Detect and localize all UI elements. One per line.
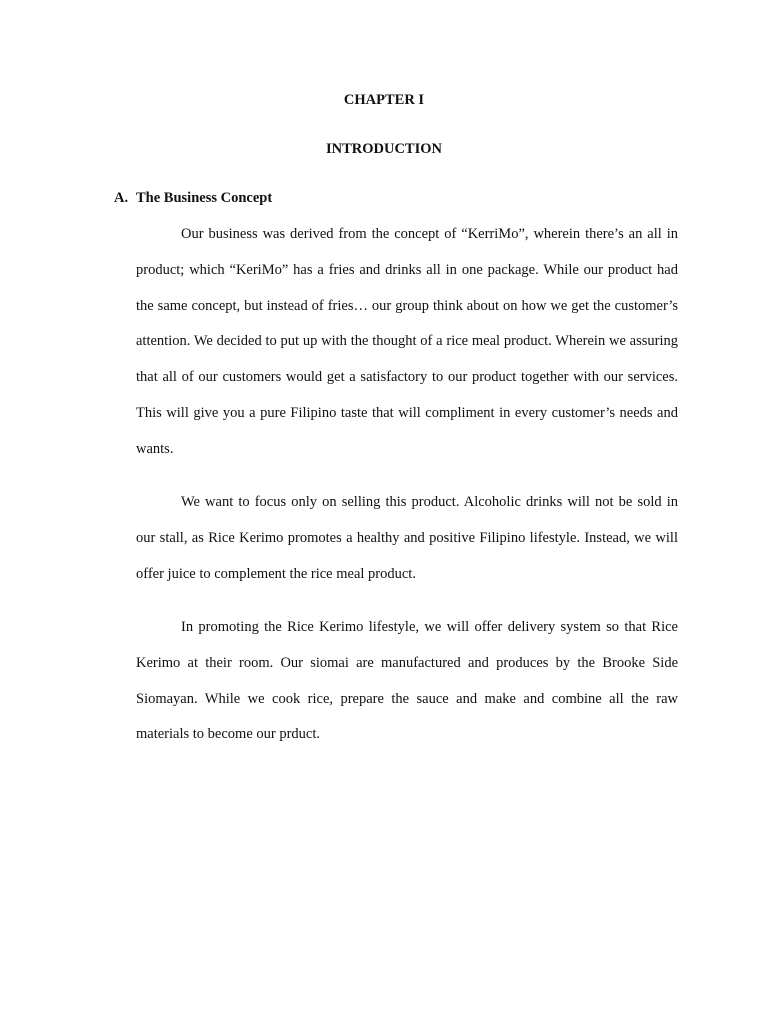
paragraph-product-focus: We want to focus only on selling this product. Alcoholic drinks will not be sold in our stall, as Rice Kerimo promotes a healthy and positive Filipino lifestyle. Instead, we will offer juice to complement the rice meal product. [136, 494, 678, 582]
paragraph-business-concept: Our business was derived from the concept of “KerriMo”, wherein there’s an all in product; which “KeriMo” has a fries and drinks all in one package. While our product had the same concept, but instead of fries… our group think about on how we get the customer’s attention. We decided to put up with the thought of a rice meal product. Wherein we assuring that all of our customers would get a satisfactory to our product together with our services. This will give you a pure Filipino taste that will compliment in every customer’s needs and wants. [136, 226, 678, 457]
chapter-number: CHAPTER I [343, 92, 425, 108]
section-heading [114, 190, 272, 207]
chapter-title: INTRODUCTION [325, 141, 442, 157]
paragraph-delivery-system: In promoting the Rice Kerimo lifestyle, we will offer delivery system so that Rice Kerimo at their room. Our siomai are manufactured and produces by the Brooke Side Siomayan. While we cook rice, prepare the sauce and make and combine all the raw materials to become our prduct. [136, 619, 678, 743]
section-marker: A. [114, 190, 129, 206]
section-heading-text: The Business Concept [136, 190, 273, 206]
